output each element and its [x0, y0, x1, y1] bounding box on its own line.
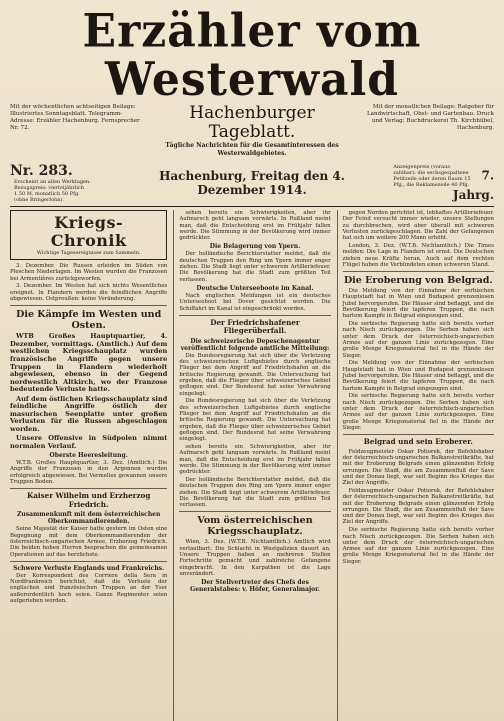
headline-unterseeboote: Deutsche Unterseeboote im Kanal.: [196, 284, 314, 292]
eroberer-text-2: Feldzeugmeister Oskar Potiorek, der Befehlshaber der österreichisch-ungarischen Balkanstreitkräfte, hat mit der Eroberung Belgrads einen glänzenden Erfolg errungen. Die Stadt, die am Zusammenfluß der Save und der Donau liegt, war seit Beginn des Krieges das Ziel der Angriffe.: [342, 487, 494, 526]
divider: [179, 315, 330, 316]
headline-kaiser: Kaiser Wilhelm und Erzherzog Friedrich.: [26, 491, 151, 509]
article-columns: [10, 210, 494, 721]
masthead-title: Erzähler vom Westerwald: [82, 4, 422, 107]
eroberer-text: Feldzeugmeister Oskar Potiorek, der Befehlshaber der österreichisch-ungarischen Balkanstreitkräfte, hat mit der Eroberung Belgrads einen glänzenden Erfolg errungen. Die Stadt, die am Zusammenfluß der Save und der Donau liegt, war seit Beginn des Krieges das Ziel der Angriffe.: [342, 448, 494, 487]
fliegerueberfall-text-3: sehen bereits ein Schwierigkeiten, aber ihr Aufmarsch geht langsam vorwärts. In Rußland meint man, daß die Entscheidung erst im Frühjahr fallen werde. Die Stimmung in der Bevölkerung wird immer gedrückter.: [179, 444, 331, 476]
masthead-tagline-sub: Tägliche Nachrichten für die Gesamtinteressen des Westerwaldgebietes.: [165, 142, 339, 157]
divider: [10, 488, 167, 489]
oberste-heeresleitung: Oberste Heeresleitung.: [49, 452, 128, 460]
divider: [179, 511, 330, 512]
kaiser-text: Seine Majestät der Kaiser hatte gestern im Osten eine Begegnung mit dem Oberkommandierenden der österreichisch-ungarischen Armee, Erzherzog Friedrich. Die beiden hohen Herren besprachen die gemeinsamen Operationen auf das herzlichste.: [10, 526, 168, 558]
belgrad-text-2: Die serbische Regierung hatte sich bereits vorher nach Nisch zurückgezogen. Die Serben haben sich unter dem Druck der österreichisch-ungarischen Armee auf der ganzen Linie zurückgezogen. Eine große Menge Kriegsmaterial fiel in die Hände der Sieger.: [342, 321, 494, 359]
chronik-entry: 3. Dezember. Im Westen hat sich nichts Wesentliches ereignet. In Flandern werden die feindlichen Angriffe abgewiesen. Ostpreußen: keine Veränderung.: [10, 283, 168, 302]
eroberer-text-3: Die serbische Regierung hatte sich bereits vorher nach Nisch zurückgezogen. Die Serben haben sich unter dem Druck der österreichisch-ungarischen Armee auf der ganzen Linie zurückgezogen. Eine große Menge Kriegsmaterial fiel in die Hände der Sieger.: [342, 527, 494, 565]
masthead-tagline: Hachenburger Tageblatt.: [189, 103, 315, 142]
headline-oesterreich: Vom österreichischen Kriegsschauplatz.: [197, 515, 313, 538]
fliegerueberfall-text-4: Der holländische Berichterstatter meldet, daß die deutschen Truppen den Ring um Ypern immer enger ziehen. Die Stadt liegt unter schwerem Artilleriefeuer. Die Bevölkerung hat die Stadt zum größten Teil verlassen.: [179, 477, 331, 509]
fliegerueberfall-text-2: Die Bundesregierung hat sich über die Verletzung des schweizerischen Luftgebietes durch englische Flieger bei dem Angriff auf Friedrichshafen an die britische Regierung gewandt. Die Untersuchung hat ergeben, daß die Flieger über schweizerisches Gebiet geflogen sind. Der Bundesrat hat seine Verwahrung eingelegt.: [179, 398, 331, 443]
belgrad-text-3: Die Meldung von der Einnahme der serbischen Hauptstadt hat in Wien und Budapest grenzenlosen Jubel hervorgerufen. Die Häuser sind beflaggt, und die Bevölkerung feiert die tapferen Truppen, die nach hartem Kampfe in Belgrad eingezogen sind.: [342, 360, 494, 392]
kaiser-subheadline: Zusammenkunft mit dem österreichischen Oberkommandierenden.: [16, 511, 161, 526]
masthead-right-info: Mit der monatlichen Beilage: Ratgeber für Landwirtschaft, Obst- und Gartenbau. Druck und Verlag: Buchdruckerei Th. Kirchhübel, Hachenburg.: [366, 104, 494, 131]
divider: [10, 561, 167, 562]
oesterreich-text: Wien, 3. Dez. (W.T.B. Nichtamtlich.) Amtlich wird verlautbart: Die Schlacht in Westgalizien dauert an. Unsere Truppen haben an mehreren Stellen Fortschritte gemacht und zahlreiche Gefangene eingebracht. In den Karpathen ist die Lage unverändert.: [179, 539, 331, 577]
chronik-entry: 3. Dezember. Die Russen erleiden im Süden von Pleschen Niederlagen. Im Westen wurden die Franzosen bei Armentières zurückgeworfen.: [10, 263, 168, 282]
headline-belgrad: Die Eroberung von Belgrad.: [343, 275, 493, 287]
fliegerueberfall-sub: Die schweizerische Depeschenagentur veröffentlicht folgende amtliche Mitteilung:: [180, 337, 330, 352]
headline-belgrad-eroberer: Belgrad und sein Eroberer.: [363, 437, 473, 447]
divider: [343, 271, 494, 272]
wtb-report: WTB Großes Hauptquartier, 4. Dezember, vormittags. (Amtlich.) Auf dem westlichen Kriegsschauplatz wurden französische Angriffe gegen unsere Truppen in Flandern wiederholt abgewiesen, ebenso in der Gegend nordwestlich Altkirch, wo der Franzose bedeutende Verluste hatte.: [10, 332, 168, 394]
wtb-report-2: W.T.B. Großes Hauptquartier, 3. Dez. (Amtlich.) Die Angriffe der Franzosen in den Argonnen wurden erfolgreich abgewiesen. Bei Vermelles gewannen unsere Truppen Boden.: [10, 460, 168, 486]
london-report: London, 3. Dez. (W.T.B. Nichtamtlich.) Die Times melden: Die Lage in Flandern ist ernst. Die Deutschen ziehen neue Kräfte heran. Auch auf dem rechten Flügel haben die Verbündeten einen schweren Stand.: [342, 242, 494, 268]
hoefer-signature: Der Stellvertreter des Chefs des Generalstabes: v. Höfer, Generalmajor.: [190, 579, 320, 594]
divider: [343, 434, 494, 435]
kriegs-chronik-title: Kriegs- Chronik: [50, 213, 127, 250]
belgrad-text: Die Meldung von der Einnahme der serbischen Hauptstadt hat in Wien und Budapest grenzenlosen Jubel hervorgerufen. Die Häuser sind beflaggt, und die Bevölkerung feiert die tapferen Truppen, die nach hartem Kampfe in Belgrad eingezogen sind.: [342, 288, 494, 320]
column-1: [10, 210, 167, 721]
belgrad-text-4: Die serbische Regierung hatte sich bereits vorher nach Nisch zurückgezogen. Die Serben haben sich unter dem Druck der österreichisch-ungarischen Armee auf der ganzen Linie zurückgezogen. Eine große Menge Kriegsmaterial fiel in die Hände der Sieger.: [342, 393, 494, 431]
column-2: [173, 210, 330, 721]
column-3: [337, 210, 494, 721]
ypern-text: Der holländische Berichterstatter meldet, daß die deutschen Truppen den Ring um Ypern immer enger ziehen. Die Stadt liegt unter schwerem Artilleriefeuer. Die Bevölkerung hat die Stadt zum größten Teil verlassen.: [179, 251, 331, 283]
unterseeboote-text: Nach englischen Meldungen ist ein deutsches Unterseeboot bei Dover gesichtet worden. Die Schiffahrt im Kanal ist eingeschränkt worden.: [179, 292, 331, 312]
jahrgang-note: Anzeigenpreis (voraus zahlbar): die sechsgespaltene Petitzeile oder deren Raum 15 Pfg., die Reklamezeile 40 Pfg.: [393, 164, 471, 188]
dateline: [10, 160, 494, 207]
headline-kaempfe: Die Kämpfe im Westen und Osten.: [16, 309, 162, 332]
masthead-subrow: [10, 104, 494, 158]
headline-fliegerueberfall: Der Friedrichshafener Fliegerüberfall.: [210, 317, 300, 336]
masthead-left-info: Mit der wöchentlichen achtseitigen Beilage: Illustriertes Sonntagsblatt. Telegramm-Adresse: Erzähler Hachenburg. Fernsprecher Nr. 72.: [10, 104, 140, 131]
headline-ypern: Die Belagerung von Ypern.: [209, 243, 301, 251]
schwere-verluste-text: Der Korrespondent des Corriere della Sera in Nordfrankreich berichtet, daß die Verluste der englischen und französischen Truppen an der Yser außerordentlich hoch seien. Ganze Regimenter seien aufgerieben worden.: [10, 572, 168, 605]
divider: [10, 305, 167, 306]
col2-intro: sehen bereits ein Schwierigkeiten, aber ihr Aufmarsch geht langsam vorwärts. In Rußland meint man, daß die Entscheidung erst im Frühjahr fallen werde. Die Stimmung in der Bevölkerung wird immer gedrückter.: [179, 210, 331, 242]
ost-report: Auf dem östlichen Kriegsschauplatz sind feindliche Angriffe östlich der masurischen Seenplatte unter großen Verlusten für die Russen abgeschlagen worden.: [10, 394, 168, 433]
issue-number-note: Erscheint an allen Werktagen. Bezugspreis: vierteljährlich 1.50 M, monatlich 50 Pfg. (ohne Bringerlohn).: [14, 179, 91, 203]
jahrgang: 7. Jahrg.: [452, 168, 494, 202]
headline-schwere-verluste: Schwere Verluste Englands und Frankreichs.: [13, 564, 165, 572]
fliegerueberfall-text: Die Bundesregierung hat sich über die Verletzung des schweizerischen Luftgebietes durch englische Flieger bei dem Angriff auf Friedrichshafen an die britische Regierung gewandt. Die Untersuchung hat ergeben, daß die Flieger über schweizerisches Gebiet geflogen sind. Der Bundesrat hat seine Verwahrung eingelegt.: [179, 352, 331, 397]
kriegs-chronik-subtitle: Wichtige Tagesereignisse zum Sammeln.: [36, 250, 141, 256]
kriegs-chronik-box: [10, 210, 167, 260]
issue-date: Hachenburg, Freitag den 4. Dezember 1914.: [159, 169, 345, 197]
issue-number: Nr. 283.: [10, 163, 73, 179]
ost-report-2: Unsere Offensive in Südpolen nimmt normalen Verlauf.: [10, 434, 168, 450]
col3-intro: gegen Norden gerichtet ist, lebhaftes Artilleriefeuer. Der Feind versucht immer wieder, unsere Stellungen zu durchbrechen, wird aber überall mit schweren Verlusten zurückgeschlagen. Die Zahl der Gefangenen hat sich um weitere 200 Mann erhöht.: [342, 210, 494, 242]
